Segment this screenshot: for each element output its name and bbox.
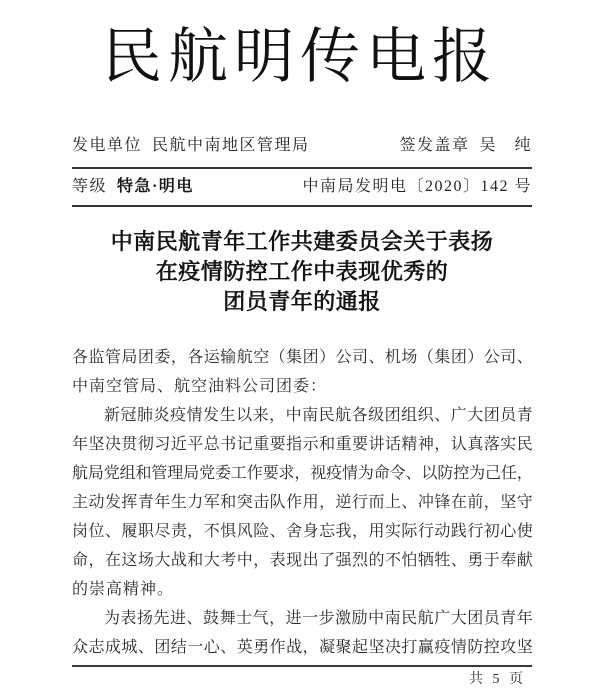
document-title-line-3: 团员青年的通报 [223, 289, 381, 314]
sender-value: 民航中南地区管理局 [152, 137, 310, 154]
grade-value: 特急·明电 [117, 178, 194, 195]
body-line: 为表扬先进、鼓舞士气，进一步激励中南民航广大团员青年 [104, 610, 532, 627]
body-line: 新冠肺炎疫情发生以来，中南民航各级团组织、广大团员青 [104, 407, 532, 424]
doc-number: 中南局发明电〔2020〕142 号 [302, 178, 532, 195]
page-count: 共 5 页 [469, 672, 526, 687]
document-title [72, 227, 532, 317]
document-title-line-2: 在疫情防控工作中表现优秀的 [155, 259, 449, 284]
body-line: 各监管局团委，各运输航空（集团）公司、机场（集团）公司、 [72, 349, 532, 366]
grade-label: 等级 [72, 178, 108, 195]
sender-label: 发电单位 [72, 137, 143, 154]
grade-group [72, 175, 194, 199]
body-text [72, 343, 532, 667]
masthead-title: 民航明传电报 [102, 24, 498, 90]
body-line: 命，在这场大战和大考中，表现出了强烈的不怕牺牲、勇于奉献 [72, 552, 532, 569]
document-title-line-1: 中南民航青年工作共建委员会关于表扬 [110, 229, 494, 254]
sign-group [399, 134, 532, 158]
meta-row-grade [72, 169, 532, 207]
body-line: 岗位、履职尽责，不惧风险、舍身忘我，用实际行动践行初心使 [72, 523, 532, 540]
meta-row-sender [72, 134, 532, 169]
body-line: 的崇高精神。 [72, 581, 175, 598]
body-line: 众志成城、团结一心、英勇作战，凝聚起坚决打赢疫情防控攻坚 [72, 639, 532, 656]
page-footer [72, 671, 532, 689]
sign-value: 吴 纯 [479, 137, 532, 154]
body-line: 中南空管局、航空油料公司团委： [72, 378, 328, 395]
body-line: 航局党组和管理局党委工作要求，视疫情为命令、以防控为己任， [72, 465, 532, 482]
body-line: 主动发挥青年生力军和突击队作用，逆行而上、冲锋在前，坚守 [72, 494, 532, 511]
sign-label: 签发盖章 [399, 137, 470, 154]
body-line: 年坚决贯彻习近平总书记重要指示和重要讲话精神，认真落实民 [72, 436, 532, 453]
sender-group [72, 134, 310, 158]
